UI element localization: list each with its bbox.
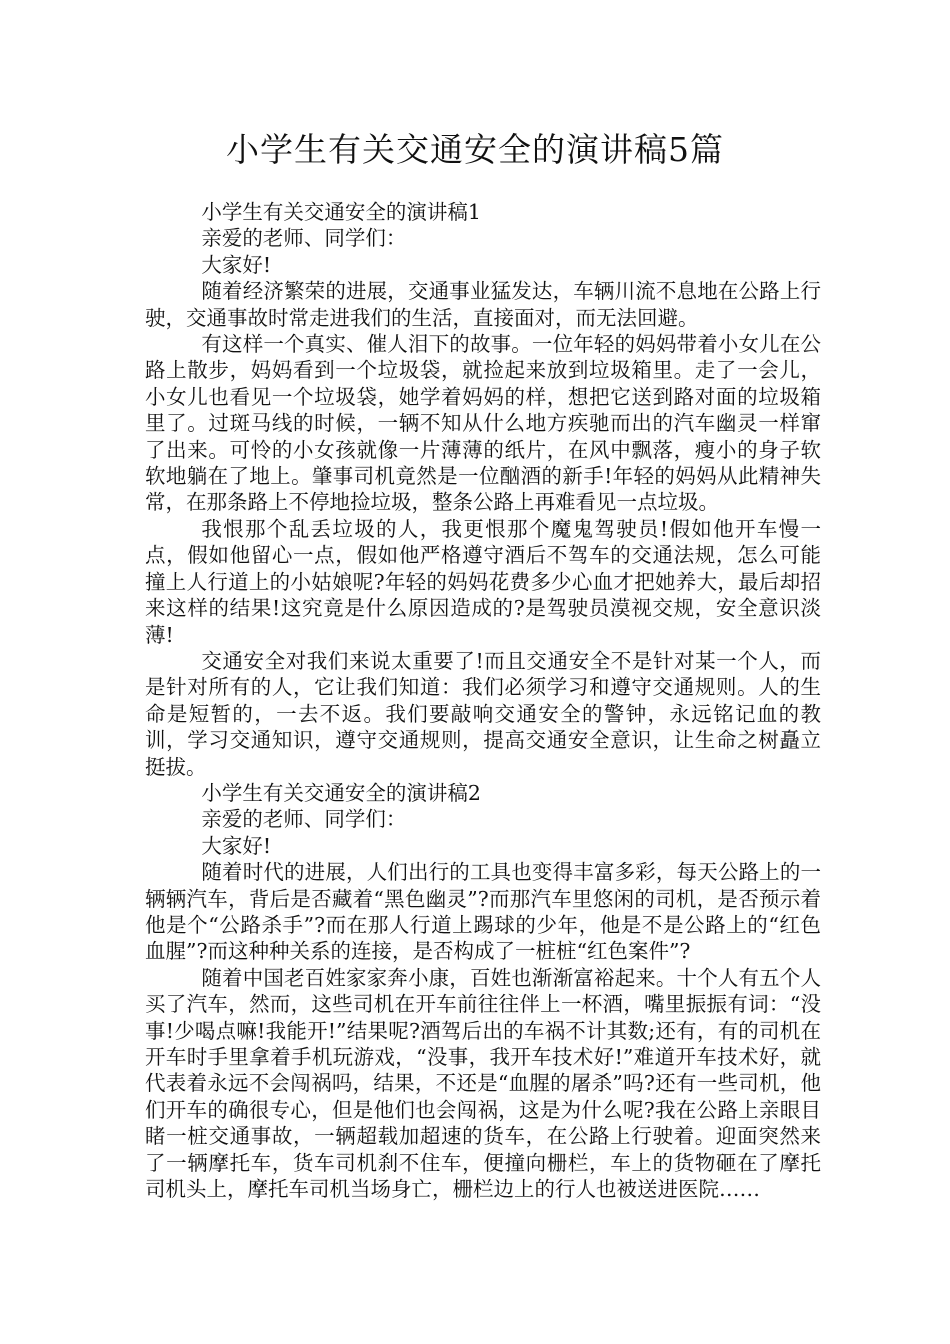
- document-body: [145, 199, 821, 1202]
- speech-1-salutation: 亲爱的老师、同学们：: [201, 226, 407, 251]
- speech-1-greeting: 大家好!: [201, 252, 272, 277]
- speech-1-paragraph: 交通安全对我们来说太重要了!而且交通安全不是针对某一个人，而是针对所有的人，它让我们知道：我们必须学习和遵守交通规则。人的生命是短暂的，一去不返。我们要敲响交通安全的警钟，永远铭记血的教训，学习交通知识，遵守交通规则，提高交通安全意识，让生命之树矗立挺拔。: [145, 648, 821, 779]
- speech-2-paragraph: 随着中国老百姓家家奔小康，百姓也渐渐富裕起来。十个人有五个人买了汽车，然而，这些司机在开车前往往伴上一杯酒，嘴里振振有词：“没事!少喝点嘛!我能开!”结果呢?酒驾后出的车祸不计其数;还有，有的司机在开车时手里拿着手机玩游戏，“没事，我开车技术好!”难道开车技术好，就代表着永远不会闯祸吗，结果，不还是“血腥的屠杀”吗?还有一些司机，他们开车的确很专心，但是他们也会闯祸，这是为什么呢?我在公路上亲眼目睹一桩交通事故，一辆超载加超速的货车，在公路上行驶着。迎面突然来了一辆摩托车，货车司机刹不住车，便撞向栅栏，车上的货物砸在了摩托司机头上，摩托车司机当场身亡，栅栏边上的行人也被送进医院……: [145, 965, 821, 1202]
- speech-2-greeting: 大家好!: [201, 833, 272, 858]
- speech-1-paragraph: 随着经济繁荣的进展，交通事业猛发达，车辆川流不息地在公路上行驶，交通事故时常走进我们的生活，直接面对，而无法回避。: [145, 279, 821, 330]
- speech-2-heading: 小学生有关交通安全的演讲稿2: [201, 780, 481, 805]
- speech-1-paragraph: 我恨那个乱丢垃圾的人，我更恨那个魔鬼驾驶员!假如他开车慢一点，假如他留心一点，假如他严格遵守酒后不驾车的交通法规，怎么可能撞上人行道上的小姑娘呢?年轻的妈妈花费多少心血才把她养大，最后却招来这样的结果!这究竟是什么原因造成的?是驾驶员漠视交规，安全意识淡薄!: [145, 516, 821, 647]
- speech-2-paragraph: 随着时代的进展，人们出行的工具也变得丰富多彩，每天公路上的一辆辆汽车，背后是否藏着“黑色幽灵”?而那汽车里悠闲的司机，是否预示着他是个“公路杀手”?而在那人行道上踢球的少年，他是不是公路上的“红色血腥”?而这种种关系的连接，是否构成了一桩桩“红色案件”?: [145, 860, 821, 964]
- speech-1-heading: 小学生有关交通安全的演讲稿1: [201, 200, 481, 224]
- document-title: 小学生有关交通安全的演讲稿5篇: [226, 130, 724, 169]
- speech-1-paragraph: 有这样一个真实、催人泪下的故事。一位年轻的妈妈带着小女儿在公路上散步，妈妈看到一个垃圾袋，就捡起来放到垃圾箱里。走了一会儿，小女儿也看见一个垃圾袋，她学着妈妈的样，想把它送到路对面的垃圾箱里了。过斑马线的时候，一辆不知从什么地方疾驰而出的汽车幽灵一样窜了出来。可怜的小女孩就像一片薄薄的纸片，在风中飘落，瘦小的身子软软地躺在了地上。肇事司机竟然是一位酗酒的新手!年轻的妈妈从此精神失常，在那条路上不停地捡垃圾，整条公路上再难看见一点垃圾。: [145, 332, 821, 515]
- speech-2-salutation: 亲爱的老师、同学们：: [201, 807, 407, 832]
